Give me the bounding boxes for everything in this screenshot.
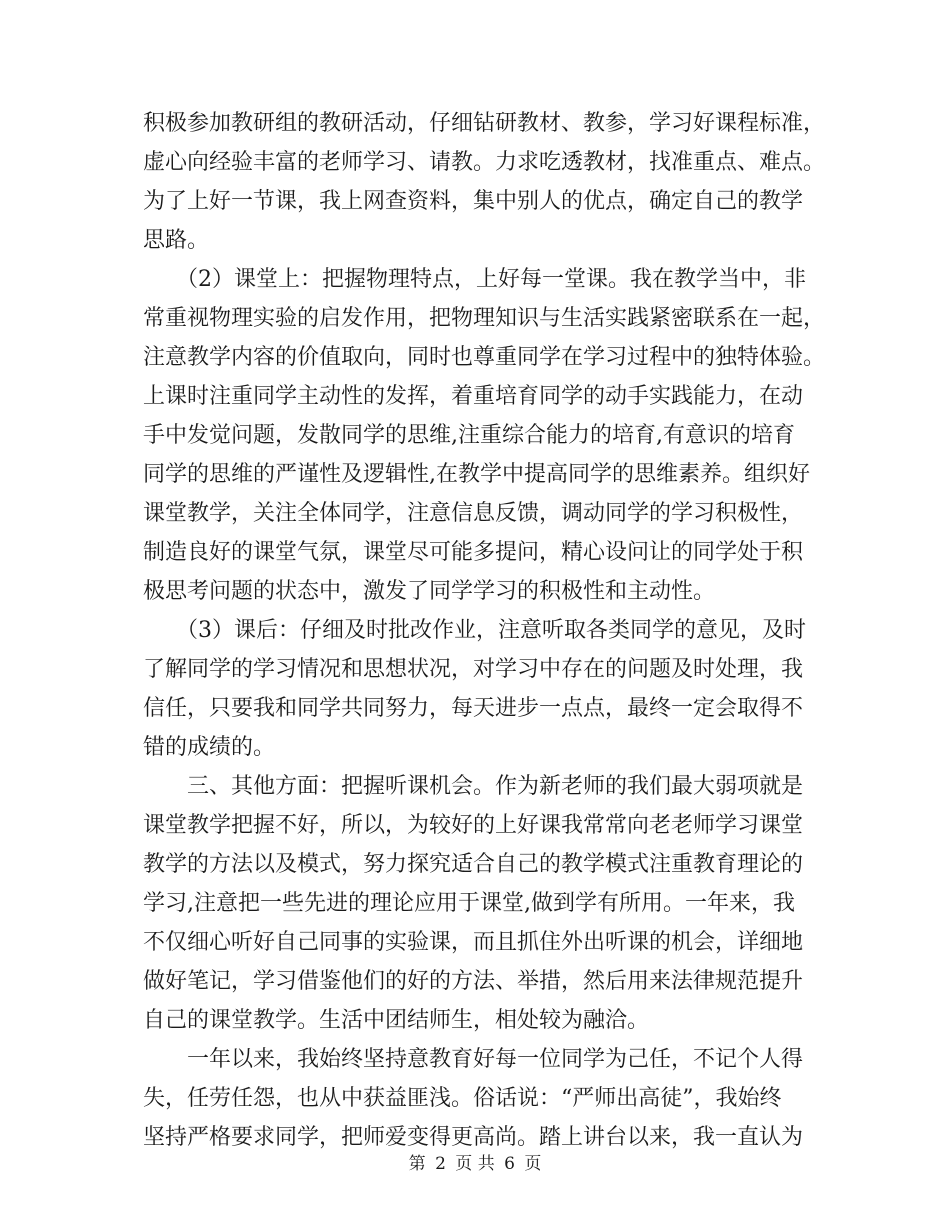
text-line: 常重视物理实验的启发作用，把物理知识与生活实践紧密联系在一起， <box>143 306 826 331</box>
text-line: （3）课后：仔细及时批改作业，注意听取各类同学的意见，及时 <box>143 618 806 643</box>
text-line: 一年以来，我始终坚持意教育好每一位同学为己任，不记个人得 <box>143 1047 804 1072</box>
text-line: 注意教学内容的价值取向，同时也尊重同学在学习过程中的独特体验。 <box>143 345 826 370</box>
text-line: 同学的思维的严谨性及逻辑性,在教学中提高同学的思维素养。组织好 <box>143 462 810 487</box>
text-line: 三、其他方面：把握听课机会。作为新老师的我们最大弱项就是 <box>143 774 804 799</box>
text-line: 自己的课堂教学。生活中团结师生，相处较为融洽。 <box>143 1008 650 1033</box>
page-footer <box>0 1153 950 1175</box>
text-line: 了解同学的学习情况和思想状况，对学习中存在的问题及时处理，我 <box>143 657 804 682</box>
text-line: 积极参加教研组的教研活动，仔细钻研教材、教参，学习好课程标准， <box>143 111 826 136</box>
text-line: 做好笔记，学习借鉴他们的好的方法、举措，然后用来法律规范提升 <box>143 969 804 994</box>
text-line: 课堂教学，关注全体同学，注意信息反馈，调动同学的学习积极性， <box>143 501 804 526</box>
text-line: （2）课堂上：把握物理特点，上好每一堂课。我在教学当中，非 <box>143 267 806 292</box>
footer-suffix: 页 <box>524 1154 542 1174</box>
text-line: 错的成绩的。 <box>143 735 276 760</box>
text-line: 坚持严格要求同学，把师爱变得更高尚。踏上讲台以来，我一直认为 <box>143 1125 804 1150</box>
text-line: 思路。 <box>143 228 210 253</box>
text-line: 不仅细心听好自己同事的实验课，而且抓住外出听课的机会，详细地 <box>143 930 804 955</box>
text-line: 失，任劳任怨，也从中获益匪浅。俗话说：“严师出高徒”，我始终 <box>143 1086 782 1111</box>
footer-middle: 页 共 <box>455 1154 495 1174</box>
current-page-number: 2 <box>435 1154 446 1174</box>
text-line: 课堂教学把握不好，所以，为较好的上好课我常常向老老师学习课堂 <box>143 813 804 838</box>
text-line: 极思考问题的状态中，激发了同学学习的积极性和主动性。 <box>143 579 716 604</box>
text-line: 教学的方法以及模式，努力探究适合自己的教学模式注重教育理论的 <box>143 852 804 877</box>
total-page-count: 6 <box>504 1154 515 1174</box>
text-line: 为了上好一节课，我上网查资料，集中别人的优点，确定自己的教学 <box>143 189 804 214</box>
body-text <box>143 104 826 1157</box>
text-line: 学习,注意把一些先进的理论应用于课堂,做到学有所用。一年来，我 <box>143 891 795 916</box>
text-line: 虚心向经验丰富的老师学习、请教。力求吃透教材，找准重点、难点。 <box>143 150 826 175</box>
text-line: 上课时注重同学主动性的发挥，着重培育同学的动手实践能力，在动 <box>143 384 804 409</box>
footer-prefix: 第 <box>408 1154 426 1174</box>
text-line: 信任，只要我和同学共同努力，每天进步一点点，最终一定会取得不 <box>143 696 804 721</box>
text-line: 手中发觉问题，发散同学的思维,注重综合能力的培育,有意识的培育 <box>143 423 795 448</box>
text-line: 制造良好的课堂气氛，课堂尽可能多提问，精心设问让的同学处于积 <box>143 540 804 565</box>
